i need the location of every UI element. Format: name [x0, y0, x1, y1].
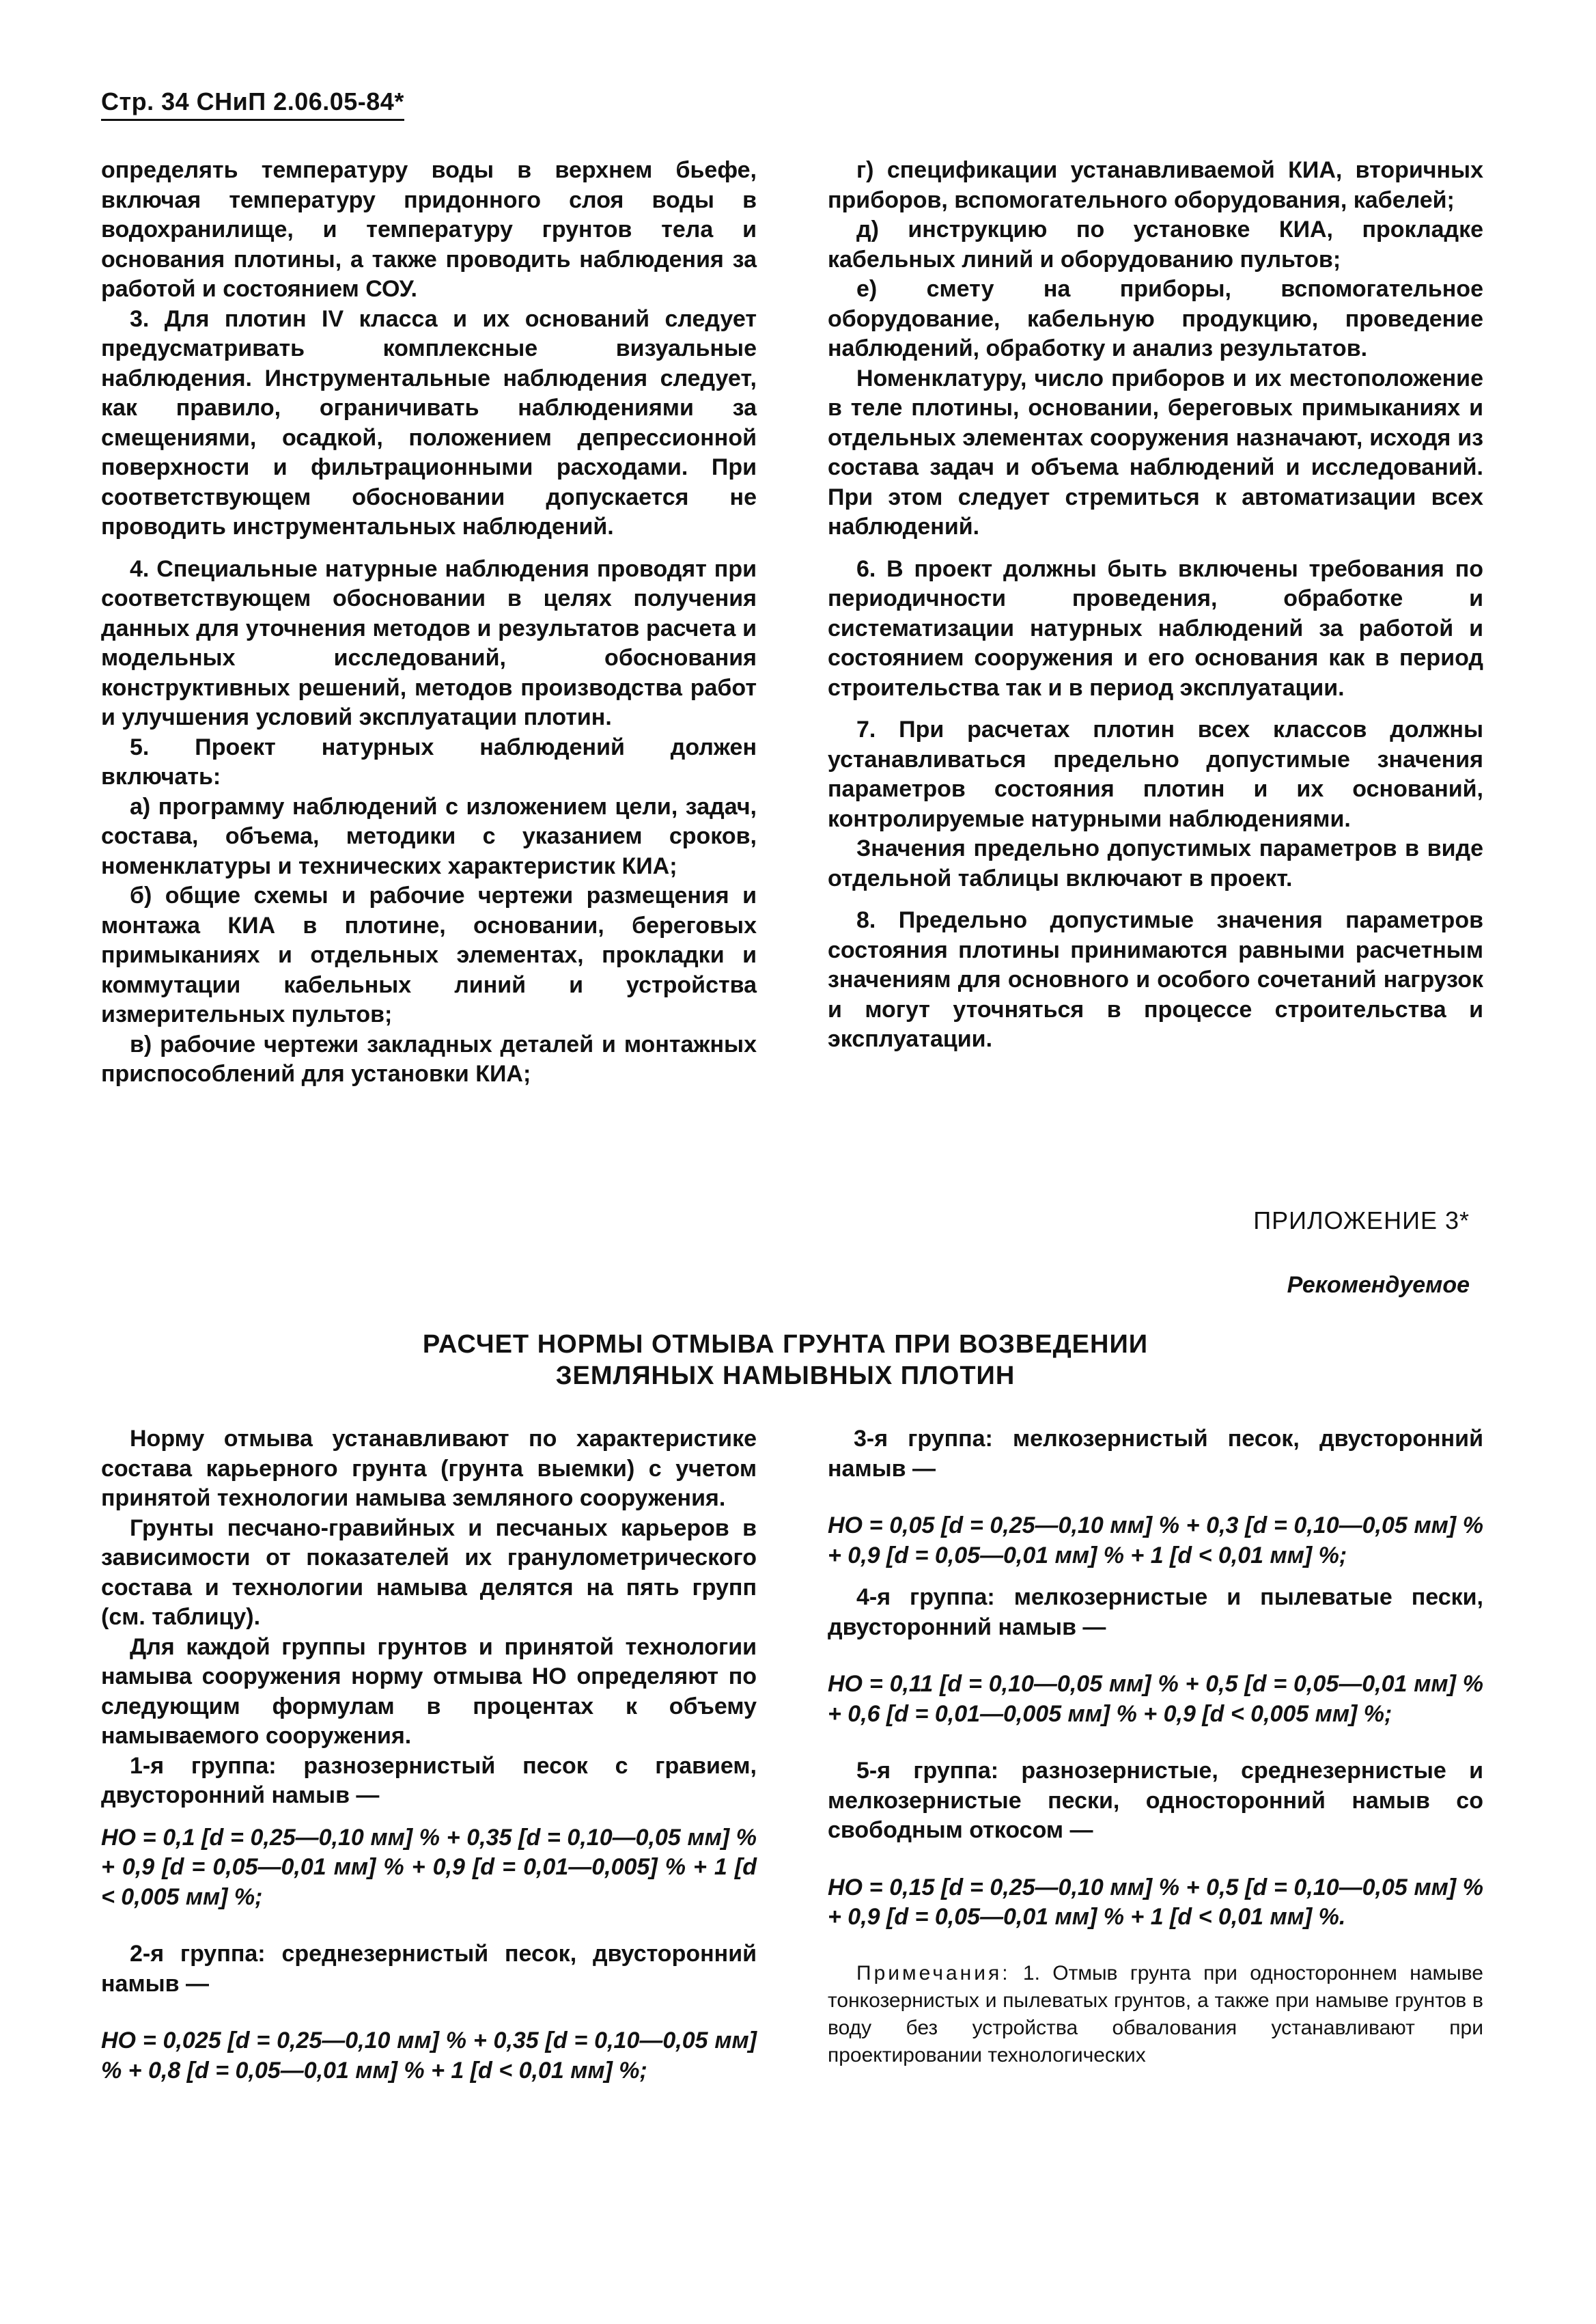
- paragraph: 8. Предельно допустимые значения параметров состояния плотины принимаются равными расчетным значениям для основного и особого сочетаний нагрузок и могут уточняться в процессе строительства и эксплуатации.: [828, 907, 1483, 1052]
- paragraph: 4. Специальные натурные наблюдения проводят при соответствующем обосновании в целях получения данных для уточнения методов и результатов расчета и модельных исследований, обоснования конструктивных решений, методов производства работ и улучшения условий эксплуатации плотин.: [101, 555, 757, 730]
- section-title-line: ЗЕМЛЯНЫХ НАМЫВНЫХ ПЛОТИН: [555, 1361, 1016, 1390]
- bottom-left-column: [101, 1424, 757, 2086]
- paragraph: Значения предельно допустимых параметров в виде отдельной таблицы включают в проект.: [828, 835, 1483, 891]
- paragraph: Грунты песчано-гравийных и песчаных карьеров в зависимости от показателей их гранулометрического состава и технологии намыва делятся на пять групп (см. таблицу).: [101, 1514, 757, 1630]
- group-1-heading: [101, 1752, 757, 1811]
- group-2-heading: [101, 1939, 757, 1999]
- group-5-formula: НО = 0,15 [d = 0,25—0,10 мм] % + 0,5 [d = 0,10—0,05 мм] % + 0,9 [d = 0,05—0,01 мм] % + 1 [d < 0,01 мм] %.: [828, 1874, 1483, 1930]
- page-header: Стр. 34 СНиП 2.06.05-84*: [101, 87, 404, 121]
- paragraph: определять температуру воды в верхнем бьефе, включая температуру придонного слоя воды в водохранилище, и температуру грунтов тела и основания плотины, а также проводить наблюдения за работой и состоянием СОУ.: [101, 157, 757, 302]
- paragraph: Номенклатуру, число приборов и их местоположение в теле плотины, основании, береговых примыканиях и отдельных элементах сооружения назначают, исходя из состава задач и объема наблюдений и исследований. При этом следует стремиться к автоматизации всех наблюдений.: [828, 365, 1483, 540]
- top-right-column: [828, 156, 1483, 1055]
- paragraph: в) рабочие чертежи закладных деталей и монтажных приспособлений для установки КИА;: [101, 1031, 757, 1087]
- group-3-heading: [828, 1424, 1483, 1484]
- group-3-formula: НО = 0,05 [d = 0,25—0,10 мм] % + 0,3 [d = 0,10—0,05 мм] % + 0,9 [d = 0,05—0,01 мм] % + 1 [d < 0,01 мм] %;: [828, 1512, 1483, 1568]
- paragraph: б) общие схемы и рабочие чертежи размещения и монтажа КИА в плотине, основании, береговых примыканиях и отдельных элементах, прокладки и коммутации кабельных линий и устройства измерительных пультов;: [101, 883, 757, 1027]
- notes: [828, 1960, 1483, 2069]
- paragraph: Для каждой группы грунтов и принятой технологии намыва сооружения норму отмыва НО определяют по следующим формулам в процентах к объему намываемого сооружения.: [101, 1633, 757, 1749]
- group-4-desc: мелкозернистые и пылеватые пески, двусторонний намыв —: [828, 1584, 1483, 1640]
- paragraph: д) инструкцию по установке КИА, прокладке кабельных линий и оборудованию пультов;: [828, 217, 1483, 273]
- paragraph: 6. В проект должны быть включены требования по периодичности проведения, обработке и систематизации натурных наблюдений за работой и состоянием сооружения и его основания как в период строительства так и в период эксплуатации.: [828, 555, 1483, 701]
- group-4-formula: НО = 0,11 [d = 0,10—0,05 мм] % + 0,5 [d = 0,05—0,01 мм] % + 0,6 [d = 0,01—0,005 мм] % + 0,9 [d < 0,005 мм] %;: [828, 1671, 1483, 1727]
- group-5-desc: разнозернистые, среднезернистые и мелкозернистые пески, односторонний намыв со свободным откосом —: [828, 1758, 1484, 1843]
- paragraph: Норму отмыва устанавливают по характеристике состава карьерного грунта (грунта выемки) с учетом принятой технологии намыва земляного сооружения.: [101, 1426, 757, 1511]
- paragraph: 7. При расчетах плотин всех классов должны устанавливаться предельно допустимые значения параметров состояния плотин и их оснований, контролируемые натурными наблюдениями.: [828, 717, 1483, 832]
- group-2-name: 2-я группа:: [130, 1941, 266, 1967]
- group-4-heading: [828, 1583, 1483, 1642]
- group-5-name: 5-я группа:: [856, 1758, 999, 1784]
- top-left-column: [101, 156, 757, 1090]
- group-2-desc: среднезернистый песок, двусторонний намыв —: [101, 1941, 757, 1997]
- group-5-heading: [828, 1756, 1483, 1846]
- notes-lead: Примечания:: [856, 1961, 1011, 1984]
- paragraph: 3. Для плотин IV класса и их оснований следует предусматривать комплексные визуальные наблюдения. Инструментальные наблюдения следует, как правило, ограничивать наблюдениями за смещениями, осадкой, положением депрессионной поверхности и фильтрационными расходами. При соответствующем обосновании допускается не проводить инструментальных наблюдений.: [101, 305, 757, 540]
- group-1-formula: НО = 0,1 [d = 0,25—0,10 мм] % + 0,35 [d = 0,10—0,05 мм] % + 0,9 [d = 0,05—0,01 мм] % + 0,9 [d = 0,01—0,005] % + 1 [d < 0,005 мм] %;: [101, 1824, 757, 1910]
- group-3-desc: мелкозернистый песок, двусторонний намыв —: [828, 1426, 1483, 1482]
- group-4-name: 4-я группа:: [856, 1584, 995, 1610]
- paragraph: г) спецификации устанавливаемой КИА, вторичных приборов, вспомогательного оборудования, кабелей;: [828, 157, 1483, 213]
- group-1-desc: разнозернистый песок с гравием, двусторонний намыв —: [101, 1752, 757, 1808]
- group-3-name: 3-я группа:: [854, 1426, 993, 1452]
- paragraph: 5. Проект натурных наблюдений должен включать:: [101, 734, 757, 790]
- section-title: [101, 1329, 1470, 1392]
- notes-text: 1. Отмыв грунта при одностороннем намыве тонкозернистых и пылеватых грунтов, а также при намыве грунтов в воду без устройства обвалования устанавливают при проектировании технологических: [828, 1961, 1483, 2066]
- paragraph: е) смету на приборы, вспомогательное оборудование, кабельную продукцию, проведение наблюдений, обработку и анализ результатов.: [828, 276, 1483, 361]
- group-2-formula: НО = 0,025 [d = 0,25—0,10 мм] % + 0,35 [d = 0,10—0,05 мм] % + 0,8 [d = 0,05—0,01 мм] % + 1 [d < 0,01 мм] %;: [101, 2028, 757, 2084]
- paragraph: а) программу наблюдений с изложением цели, задач, состава, объема, методики с указанием сроков, номенклатуры и технических характеристик КИА;: [101, 793, 757, 879]
- section-title-line: РАСЧЕТ НОРМЫ ОТМЫВА ГРУНТА ПРИ ВОЗВЕДЕНИИ: [422, 1330, 1149, 1359]
- bottom-right-column: [828, 1424, 1483, 2069]
- appendix-status: Рекомендуемое: [1287, 1272, 1470, 1298]
- group-1-name: 1-я группа:: [130, 1752, 277, 1779]
- appendix-label: ПРИЛОЖЕНИЕ 3*: [1253, 1206, 1470, 1234]
